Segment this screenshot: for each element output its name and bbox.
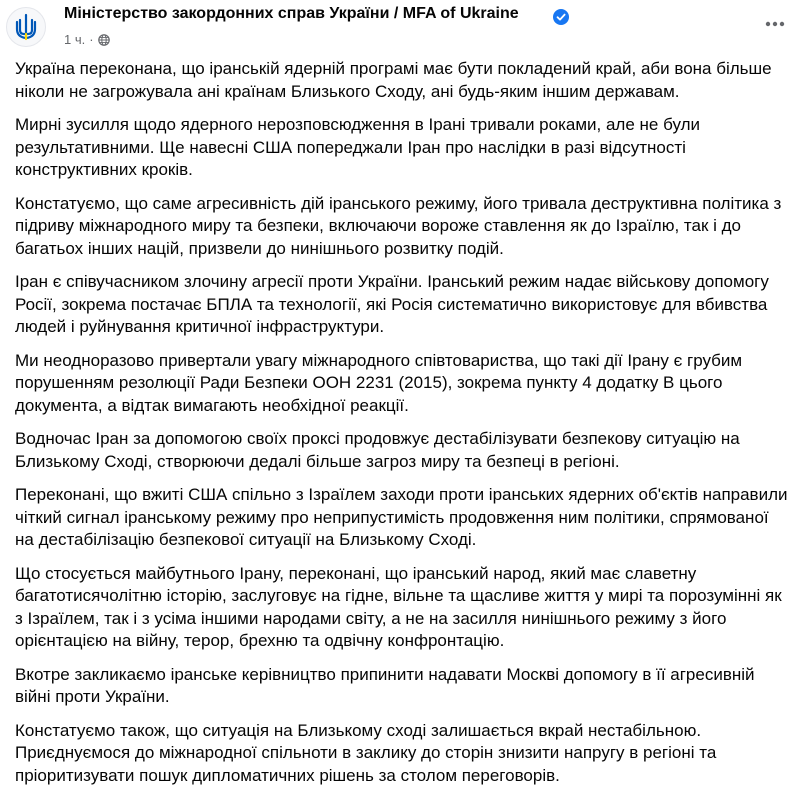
post-paragraph: Україна переконана, що іранській ядерній програмі має бути покладений край, аби вона більше ніколи не загрожувала ані країнам Близького Сходу, ані будь-яким іншим державам. — [15, 59, 772, 101]
post-paragraph: Мирні зусилля щодо ядерного нерозповсюдження в Ірані тривали роками, але не були результативними. Ще навесні США попереджали Іран про наслідки в разі відсутності конструктивних кроків. — [15, 115, 700, 179]
post-timestamp[interactable]: 1 ч. — [64, 32, 86, 47]
post-paragraph: Констатуємо також, що ситуація на Близькому сході залишається вкрай нестабільною. Приєднуємося до міжнародної спільноти в заклику до сторін знизити напругу в регіоні та пріоритизувати пошук дипломатичних рішень за столом переговорів. — [15, 720, 717, 785]
verified-badge-icon — [553, 9, 569, 25]
post-header — [0, 0, 799, 56]
post-body — [15, 58, 790, 798]
globe-icon[interactable] — [98, 34, 110, 46]
page-name-link[interactable]: Міністерство закордонних справ України / MFA of Ukraine — [64, 5, 519, 22]
more-options-icon — [765, 21, 785, 27]
post-paragraph: Що стосується майбутнього Ірану, переконані, що іранський народ, який має славетну багатотисячолітню історію, заслуговує на гідне, вільне та щасливе життя у мирі та порозумінні як з Ізраїлем, так і з усіма іншими народами світу, а не на засилля нинішнього режиму з його орієнтацією на війну, терор, брехню та одвічну конфронтацію. — [15, 563, 782, 650]
post-paragraph: Іран є співучасником злочину агресії проти України. Іранський режим надає військову допомогу Росії, зокрема постачає БПЛА та технології, які Росія систематично використовує для вбивства людей і руйнування критичної інфраструктури. — [15, 272, 769, 336]
post-paragraph: Вкотре закликаємо іранське керівництво припинити надавати Москві допомогу в її агресивній війні проти України. — [15, 664, 755, 706]
meta-separator: · — [89, 32, 94, 47]
more-options-button[interactable] — [759, 12, 791, 36]
post-meta — [64, 32, 110, 47]
ukraine-trident-icon — [11, 12, 41, 42]
post-paragraph: Ми неодноразово привертали увагу міжнародного співтовариства, що такі дії Ірану є грубим порушенням резолюції Ради Безпеки ООН 2231 (2015), зокрема пункту 4 додатку В цього документа, а відтак вимагають необхідної реакції. — [15, 350, 743, 415]
post-paragraph: Водночас Іран за допомогою своїх проксі продовжує дестабілізувати безпекову ситуацію на Близькому Сході, створюючи дедалі більше загроз миру та безпеці в регіоні. — [15, 429, 740, 471]
page-avatar[interactable] — [6, 7, 46, 47]
post-paragraph: Констатуємо, що саме агресивність дій іранського режиму, його тривала деструктивна політика з підриву міжнародного миру та безпеки, включаючи вороже ставлення як до Ізраїлю, так і до багатьох інших націй, призвели до нинішнього розвитку подій. — [15, 193, 782, 258]
post-paragraph: Переконані, що вжиті США спільно з Ізраїлем заходи проти іранських ядерних об'єктів направили чіткий сигнал іранському режиму про неприпустимість продовження ним політики, спрямованої на дестабілізацію безпекової ситуації на Близькому Сході. — [15, 485, 788, 549]
